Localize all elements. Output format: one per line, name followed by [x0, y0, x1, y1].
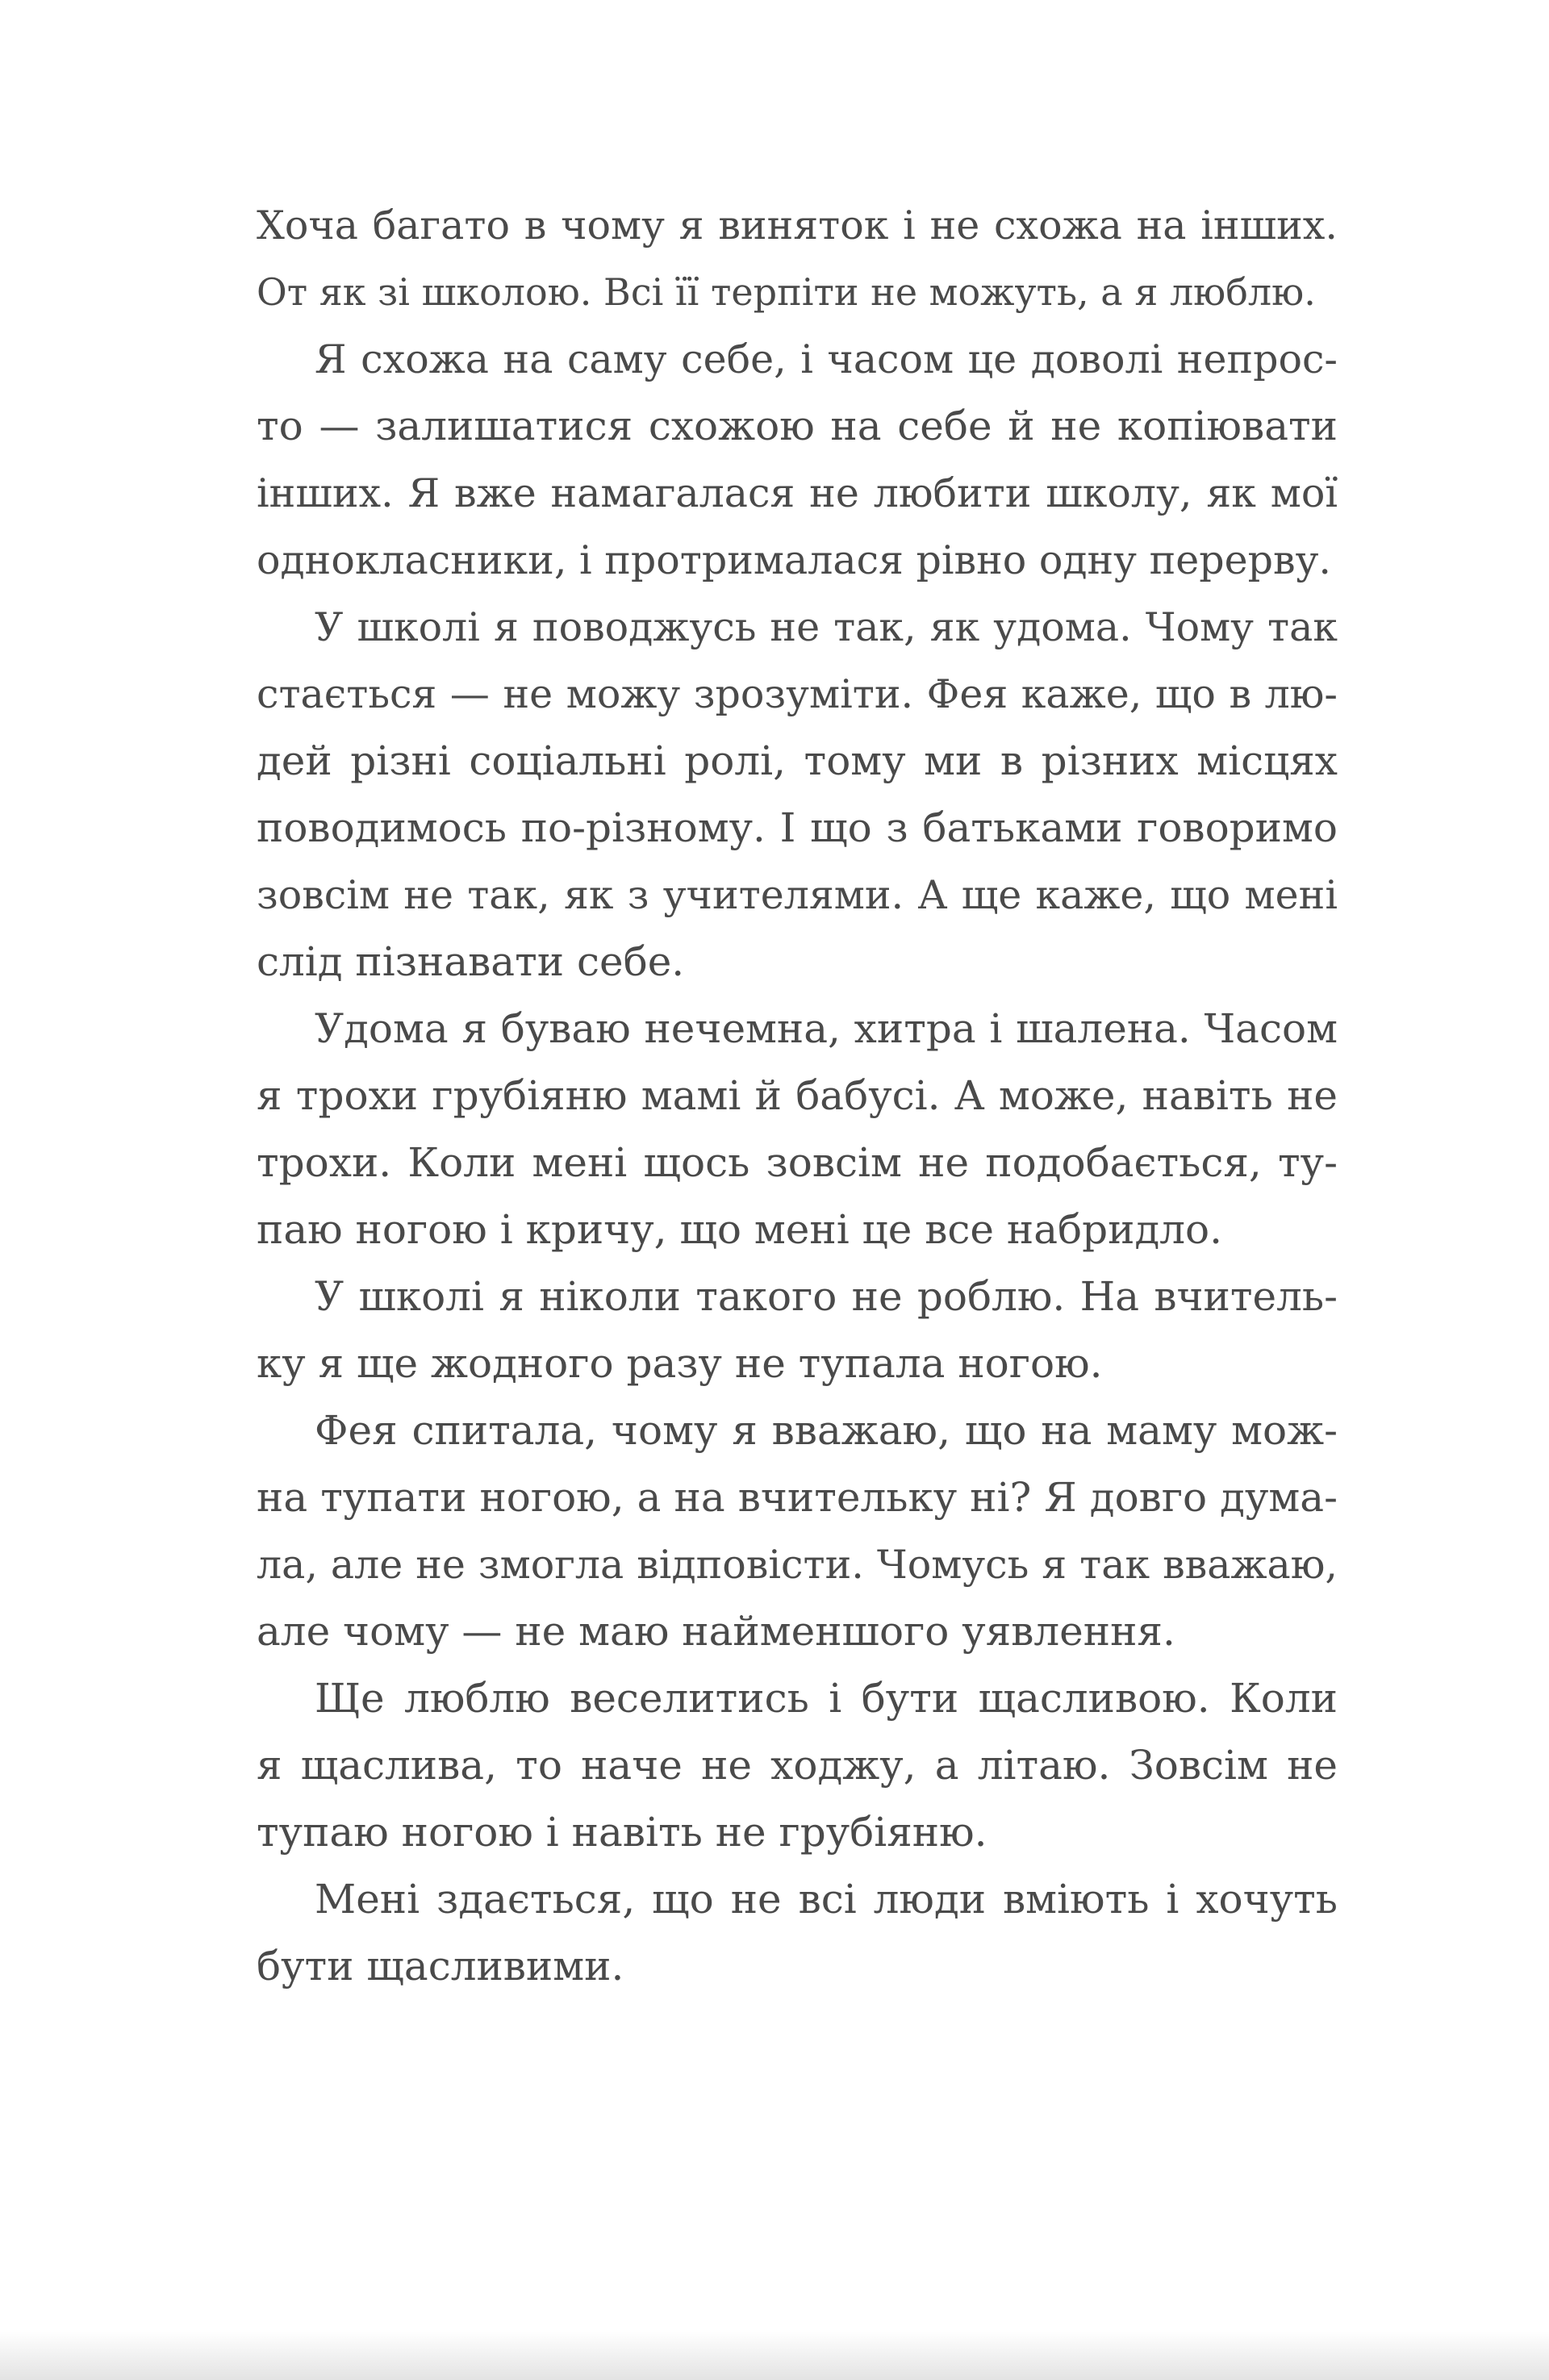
- text-line: От як зі школою. Всі її терпіти не можуть, а я люблю.: [257, 270, 1316, 314]
- text-line: Ще люблю веселитись і бути щасливою. Коли: [315, 1675, 1338, 1722]
- text-line: однокласники, і протрималася рівно одну перерву.: [257, 537, 1331, 583]
- text-line: ла, але не змогла відповісти. Чомусь я так вважаю,: [257, 1542, 1338, 1588]
- text-line: Мені здається, що не всі люди вміють і хочуть: [315, 1876, 1338, 1923]
- text-line: Я схожа на саму себе, і часом це доволі непрос-: [315, 336, 1338, 382]
- text-line: на тупати ногою, а на вчительку ні? Я довго дума-: [257, 1474, 1338, 1521]
- text-line: стається — не можу зрозуміти. Фея каже, що в лю-: [257, 671, 1338, 717]
- text-line: У школі я поводжусь не так, як удома. Чому так: [315, 604, 1338, 650]
- text-line: я трохи грубіяню мамі й бабусі. А може, навіть не: [257, 1072, 1338, 1119]
- text-line: інших. Я вже намагалася не любити школу, як мої: [257, 470, 1338, 516]
- text-line: то — залишатися схожою на себе й не копіювати: [257, 403, 1338, 449]
- body-text: [257, 192, 1338, 2000]
- text-line: Хоча багато в чому я виняток і не схожа на інших.: [257, 203, 1338, 248]
- text-line: слід пізнавати себе.: [257, 938, 685, 985]
- text-line: паю ногою і кричу, що мені це все набридло.: [257, 1206, 1222, 1253]
- text-line: але чому — не маю найменшого уявлення.: [257, 1608, 1175, 1655]
- text-line: ку я ще жодного разу не тупала ногою.: [257, 1340, 1103, 1387]
- text-line: Фея спитала, чому я вважаю, що на маму мож-: [315, 1407, 1338, 1454]
- text-line: У школі я ніколи такого не роблю. На вчитель-: [315, 1273, 1338, 1320]
- text-line: Удома я буваю нечемна, хитра і шалена. Часом: [315, 1005, 1338, 1052]
- text-line: я щаслива, то наче не ходжу, а літаю. Зовсім не: [257, 1742, 1338, 1789]
- text-line: трохи. Коли мені щось зовсім не подобається, ту-: [257, 1139, 1338, 1186]
- text-line: поводимось по-різному. І що з батьками говоримо: [257, 804, 1338, 851]
- page-bottom-shadow: [0, 2332, 1549, 2380]
- text-line: бути щасливими.: [257, 1943, 624, 1990]
- text-line: зовсім не так, як з учителями. А ще каже, що мені: [257, 872, 1338, 918]
- text-line: тупаю ногою і навіть не грубіяню.: [257, 1809, 987, 1856]
- text-line: дей різні соціальні ролі, тому ми в різних місцях: [257, 737, 1338, 784]
